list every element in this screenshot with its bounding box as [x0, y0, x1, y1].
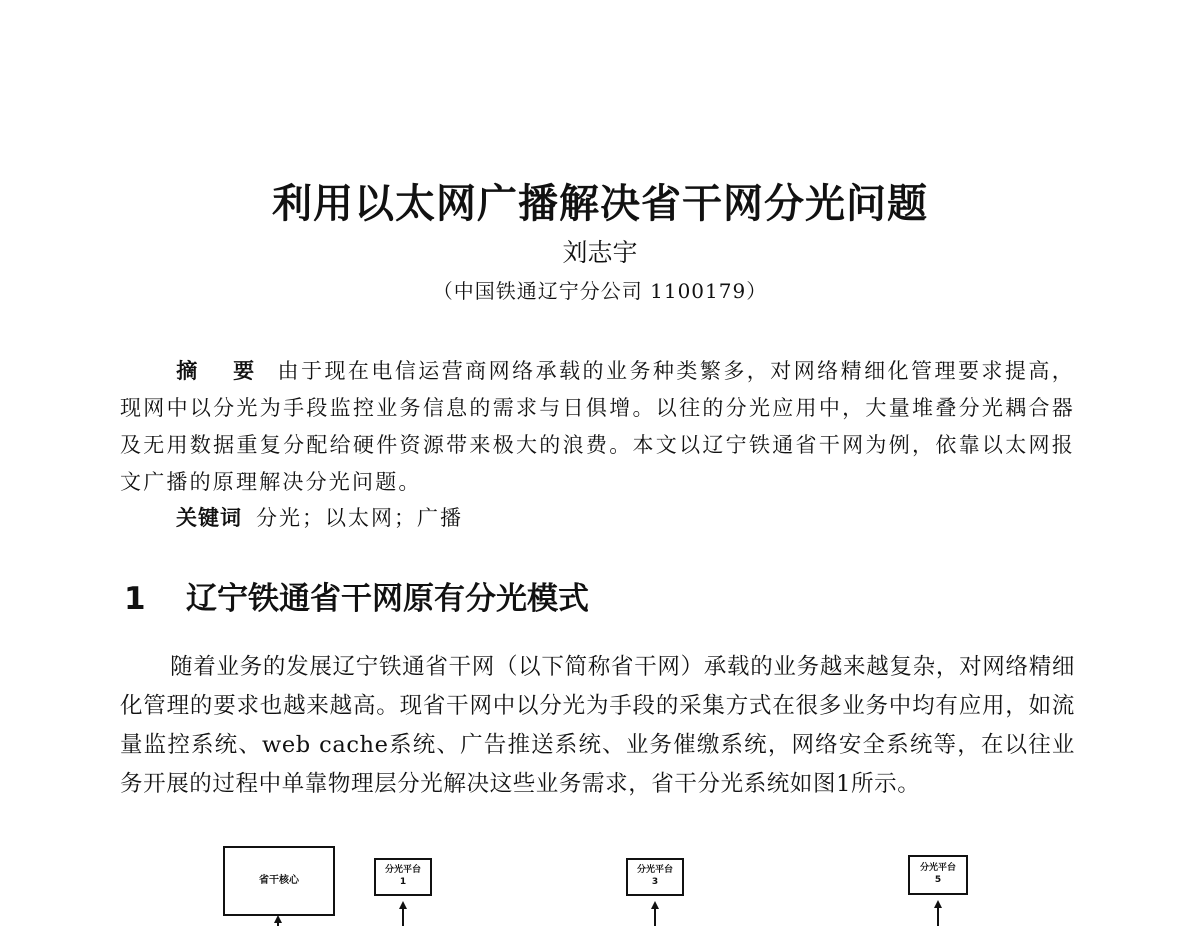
- platform-5-number: 5: [934, 875, 942, 885]
- section-heading: [124, 573, 589, 618]
- author-name: 刘志宇: [562, 238, 638, 267]
- abstract-paragraph: [120, 353, 1075, 501]
- keywords-text: 分光；以太网；广播: [256, 506, 463, 530]
- core-node-box: [223, 846, 335, 916]
- platform-3-box: [626, 858, 684, 896]
- keywords-line: [176, 502, 463, 532]
- body-text: 随着业务的发展辽宁铁通省干网（以下简称省干网）承载的业务越来越复杂，对网络精细化管理的要求也越来越高。现省干网中以分光为手段的采集方式在很多业务中均有应用，如流量监控系统、web cache系统、广告推送系统、业务催缴系统，网络安全系统等，在以往业务开展的过程中单靠物理层分光解决这些业务需求，省干分光系统如图1所示。: [120, 654, 1075, 797]
- body-paragraph: [120, 648, 1075, 804]
- platform-5-box: [908, 855, 968, 895]
- platform-1-number: 1: [399, 877, 407, 887]
- abstract-label: 摘 要: [176, 359, 269, 383]
- platform-5-arrow-line: [937, 907, 939, 926]
- platform-1-box: [374, 858, 432, 896]
- platform-3-arrow-line: [654, 908, 656, 926]
- platform-5-label: 分光平台: [919, 863, 956, 873]
- core-node-label: 省干核心: [259, 875, 299, 886]
- paper-title: 利用以太网广播解决省干网分光问题: [272, 181, 928, 227]
- abstract-text: 由于现在电信运营商网络承载的业务种类繁多，对网络精细化管理要求提高，现网中以分光为手段监控业务信息的需求与日俱增。以往的分光应用中，大量堆叠分光耦合器及无用数据重复分配给硬件资源带来极大的浪费。本文以辽宁铁通省干网为例，依靠以太网报文广播的原理解决分光问题。: [120, 359, 1075, 494]
- platform-1-label: 分光平台: [384, 865, 421, 875]
- keywords-label: 关键词: [176, 506, 242, 530]
- core-arrow-line: [277, 922, 279, 926]
- platform-3-number: 3: [651, 877, 659, 887]
- platform-3-label: 分光平台: [636, 865, 673, 875]
- platform-1-arrow-line: [402, 908, 404, 926]
- section-title: 辽宁铁通省干网原有分光模式: [186, 581, 589, 617]
- author-affiliation: （中国铁通辽宁分公司 1100179）: [432, 279, 768, 303]
- section-number: 1: [124, 581, 146, 617]
